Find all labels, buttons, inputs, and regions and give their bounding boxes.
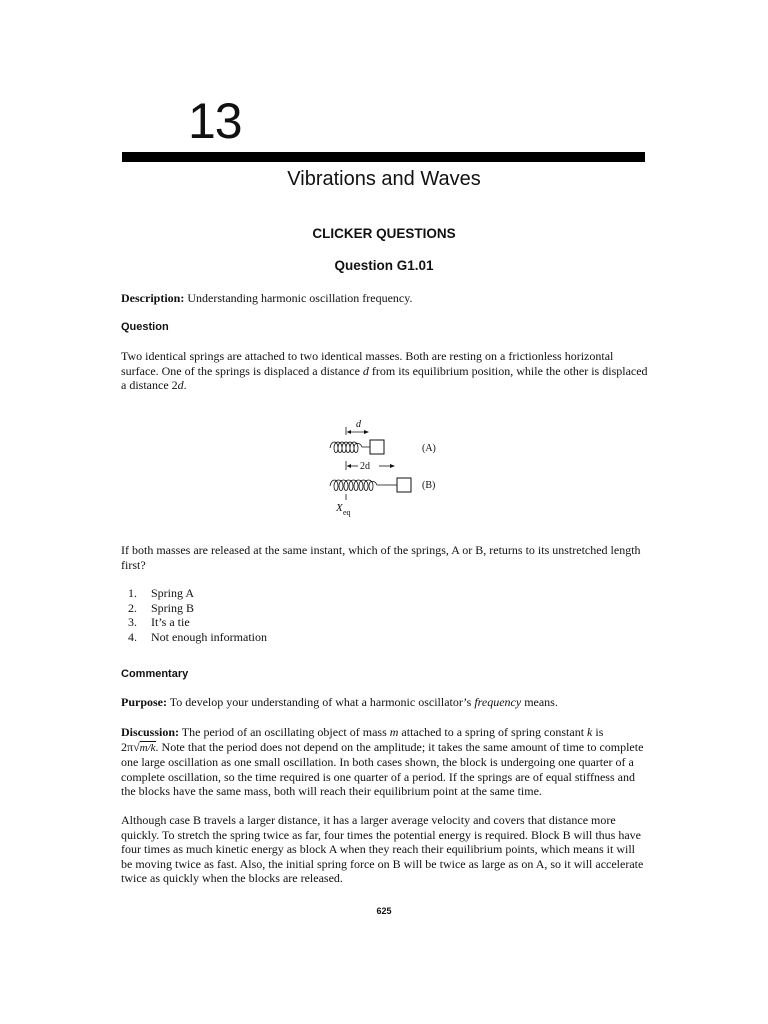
arrow-d-head-right bbox=[364, 430, 369, 434]
arrow-2d-head-right bbox=[390, 464, 395, 468]
question-id: Question G1.01 bbox=[334, 258, 434, 273]
label-d: d bbox=[356, 419, 361, 430]
question-text bbox=[121, 349, 648, 393]
chapter-title: Vibrations and Waves bbox=[287, 168, 481, 190]
choice-text: Spring B bbox=[151, 600, 195, 615]
description-text: Understanding harmonic oscillation frequency. bbox=[184, 291, 413, 305]
question-var-d: d bbox=[362, 363, 369, 378]
choice-item bbox=[121, 630, 267, 645]
choice-item bbox=[121, 586, 267, 601]
spring-b bbox=[330, 480, 384, 491]
commentary-heading: Commentary bbox=[121, 668, 189, 680]
discussion-text: is bbox=[592, 725, 604, 739]
choice-text: Not enough information bbox=[151, 629, 267, 644]
purpose-emphasis: frequency bbox=[474, 695, 522, 709]
question-text-part: from its equilibrium position, while the other is displaced a distance 2 bbox=[121, 363, 648, 393]
question-heading: Question bbox=[121, 321, 169, 333]
purpose-text: To develop your understanding of what a harmonic oscillator’s bbox=[167, 695, 475, 709]
choice-item bbox=[121, 601, 267, 616]
choice-number: 1. bbox=[128, 586, 137, 600]
discussion-text: attached to a spring of spring constant bbox=[398, 725, 588, 739]
choice-text: It’s a tie bbox=[151, 615, 190, 629]
arrow-d-head-left bbox=[347, 430, 351, 434]
arrow-2d-head-left bbox=[347, 464, 351, 468]
label-a: (A) bbox=[422, 443, 436, 454]
formula-radicand: m/k bbox=[139, 741, 156, 754]
purpose-label: Purpose: bbox=[121, 695, 167, 709]
discussion-text: The period of an oscillating object of mass bbox=[179, 725, 390, 739]
discussion-var-k: k bbox=[587, 725, 593, 739]
label-b: (B) bbox=[422, 480, 436, 491]
choice-number: 3. bbox=[128, 615, 137, 629]
spring-a bbox=[330, 442, 370, 453]
period-formula bbox=[121, 740, 156, 754]
choice-number: 4. bbox=[128, 629, 137, 644]
discussion-label: Discussion: bbox=[121, 725, 180, 739]
sqrt-symbol: √ bbox=[133, 739, 140, 754]
purpose-paragraph bbox=[121, 695, 648, 710]
question-text-part: . bbox=[183, 378, 187, 393]
description-paragraph bbox=[121, 291, 648, 306]
label-xeq: X bbox=[336, 502, 343, 514]
label-2d: 2d bbox=[360, 461, 370, 472]
choice-number: 2. bbox=[128, 600, 137, 615]
choice-item bbox=[121, 615, 267, 630]
block-b bbox=[397, 478, 411, 492]
question-text-part: Two identical springs are attached to two identical masses. Both are resting on a frictionless horizontal surface. One of the springs is displaced a distance bbox=[121, 349, 614, 378]
chapter-number: 13 bbox=[188, 93, 242, 149]
label-xeq-sub: eq bbox=[343, 508, 351, 517]
purpose-text: means. bbox=[521, 695, 558, 709]
final-paragraph: Although case B travels a larger distance, it has a larger average velocity and covers that distance more quickly. To stretch the spring twice as far, four times the potential energy is required. Block B will thus have four times as much kinetic energy as block A when they reach their equilibrium points, which means it will be moving twice as fast. Also, the initial spring force on B will be twice as large as on A, so it will accelerate twice as quickly when the blocks are released. bbox=[121, 813, 644, 886]
block-a bbox=[370, 440, 384, 454]
spring-diagram bbox=[322, 414, 452, 520]
prompt-paragraph: If both masses are released at the same instant, which of the springs, A or B, returns to its unstretched length first? bbox=[121, 543, 641, 572]
choice-text: Spring A bbox=[151, 586, 195, 600]
page-number: 625 bbox=[376, 906, 392, 916]
question-var-d: d bbox=[177, 378, 184, 393]
answer-choices bbox=[121, 586, 267, 644]
description-label: Description: bbox=[121, 291, 185, 305]
section-title: CLICKER QUESTIONS bbox=[312, 226, 456, 241]
discussion-var-m: m bbox=[389, 725, 399, 739]
chapter-rule bbox=[122, 152, 645, 162]
discussion-text: . Note that the period does not depend on the amplitude; it takes the same amount of time to complete one large oscillation as one small oscillation. In both cases shown, the block is undergoing one quarter of a complete oscillation, so the time required is one quarter of a period. If the springs are of equal stiffness and the blocks have the same mass, both will reach their equilibrium point at the same time. bbox=[121, 739, 644, 799]
discussion-paragraph bbox=[121, 725, 648, 799]
formula-prefix: 2π bbox=[121, 739, 134, 754]
